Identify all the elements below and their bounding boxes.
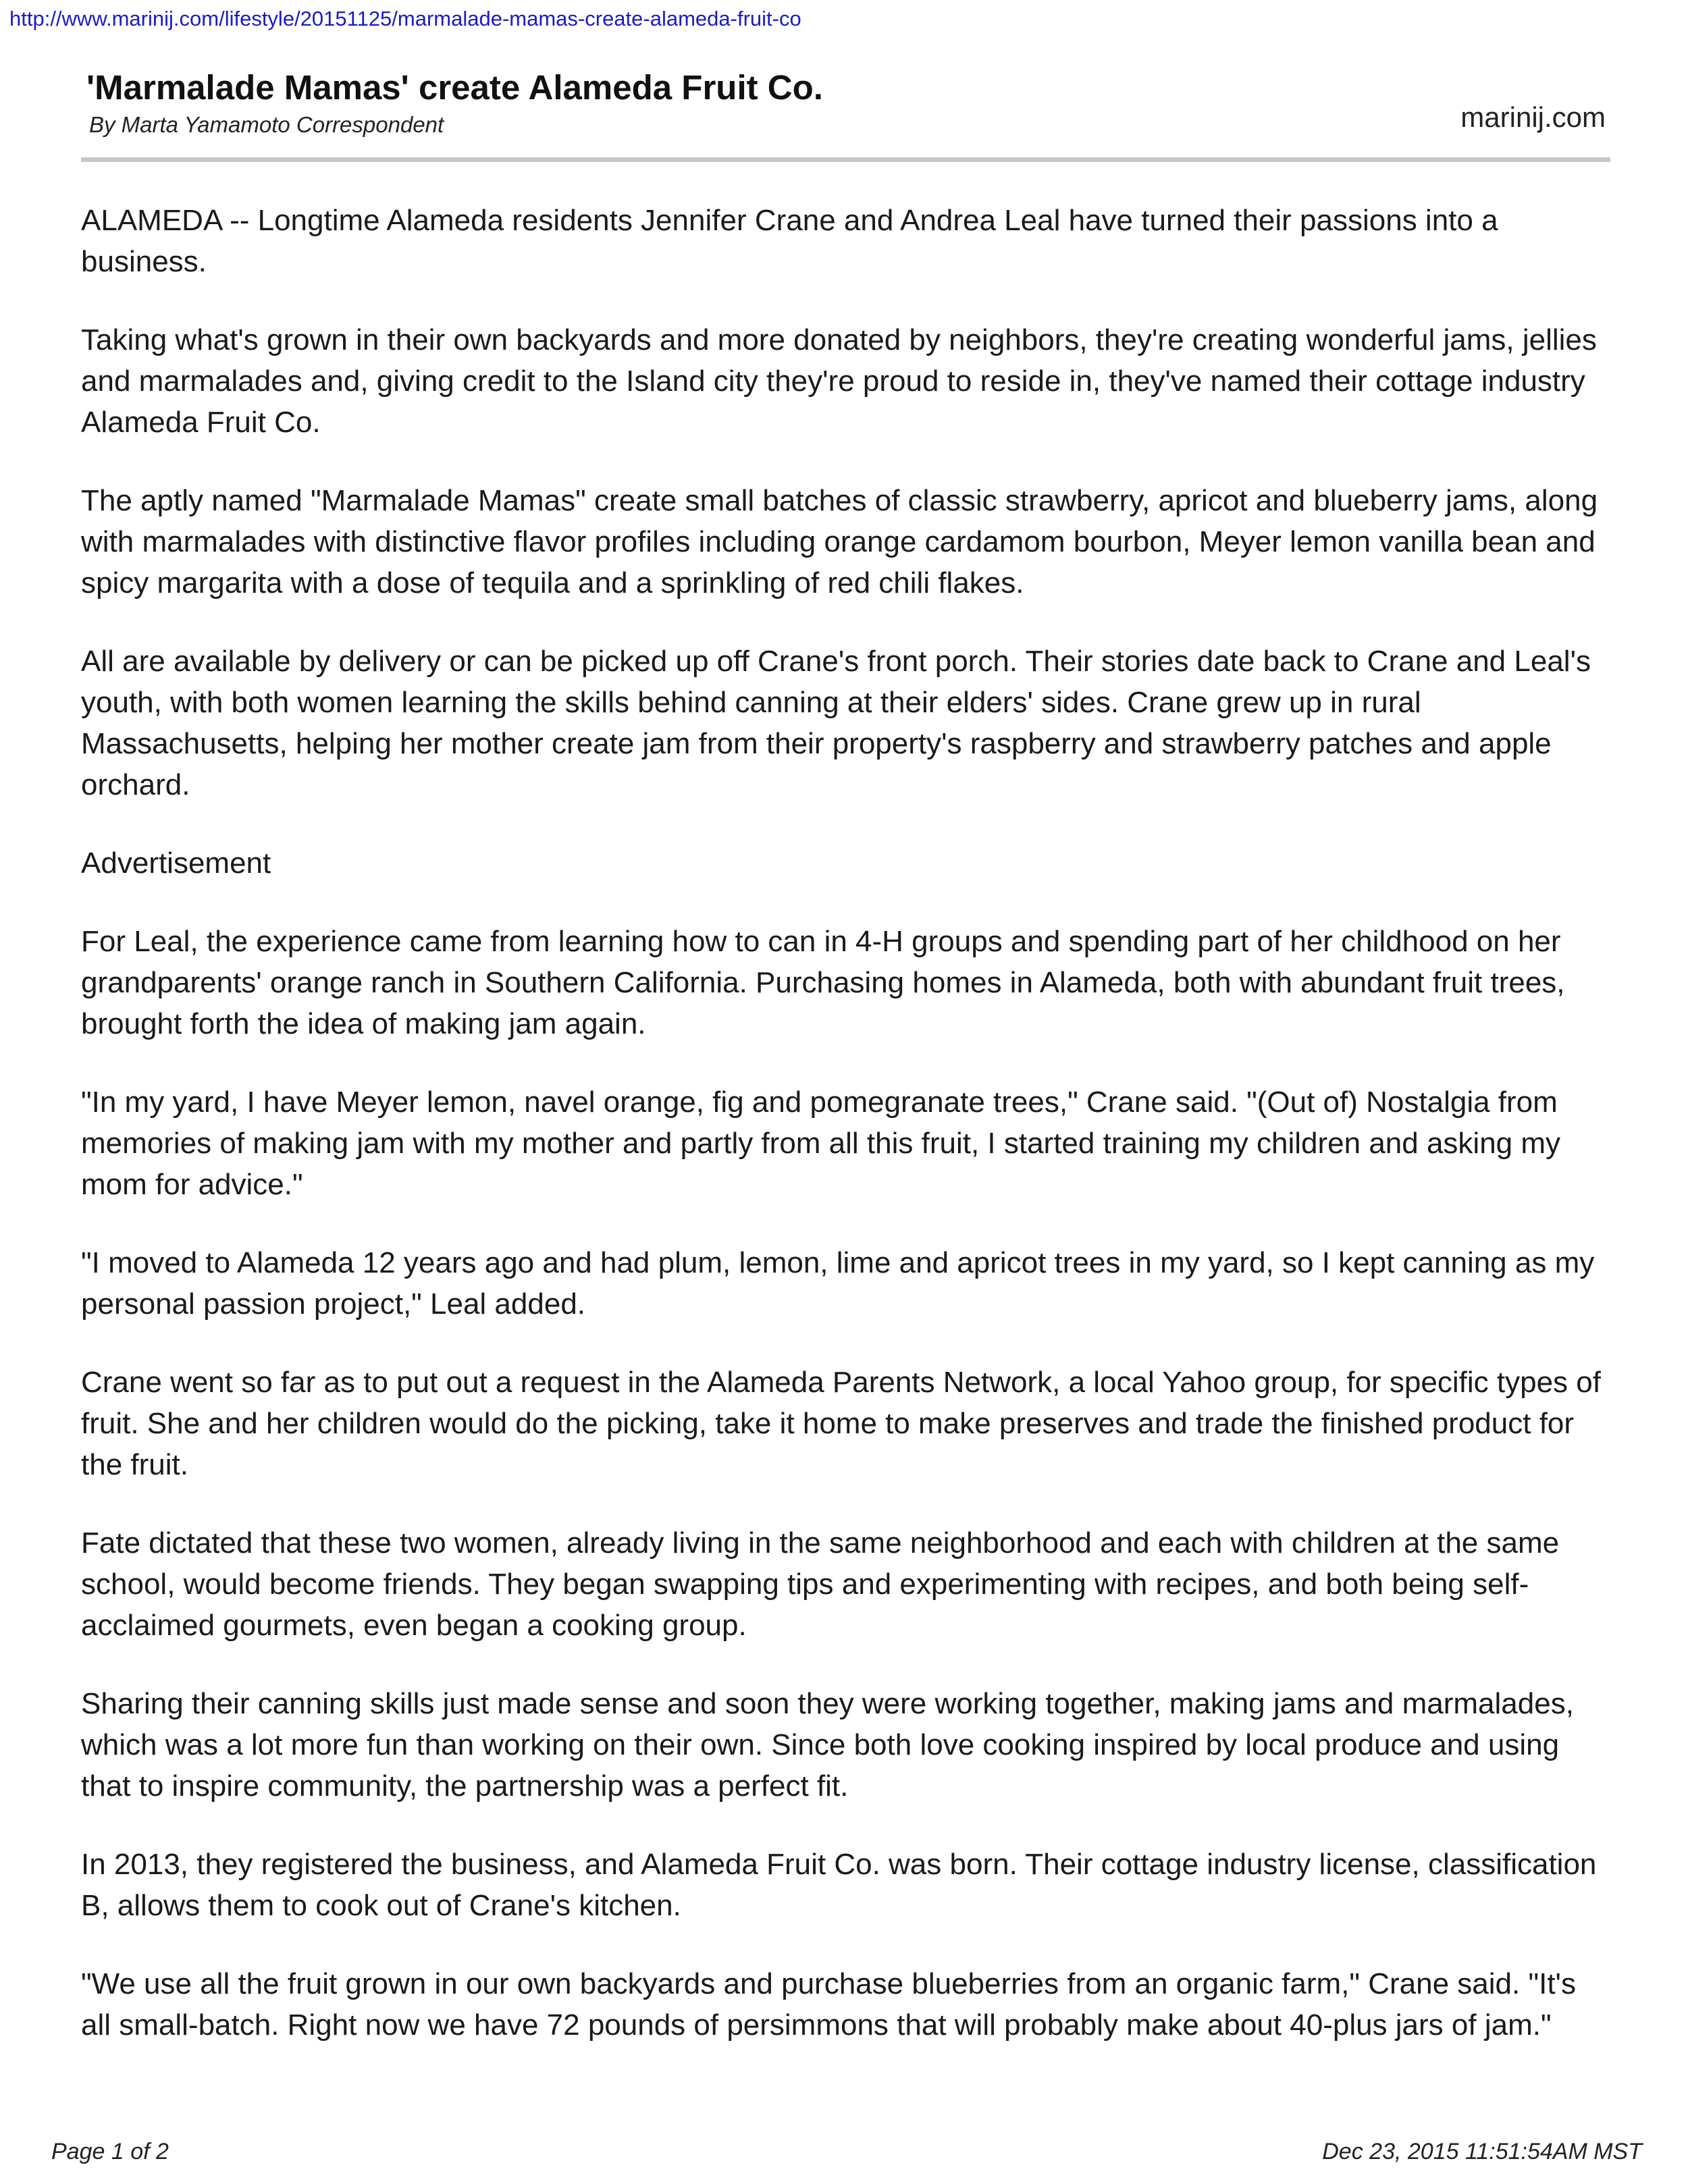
article-byline: By Marta Yamamoto Correspondent — [89, 112, 444, 137]
article-paragraph: For Leal, the experience came from learning how to can in 4-H groups and spending part of her childhood on her grandparents' orange ranch in Southern California. Purchasing homes in Alameda, both with abundant fruit trees, brought forth the idea of making jam again. — [81, 925, 1565, 1040]
article-body — [81, 200, 1607, 2083]
site-name: marinij.com — [1460, 101, 1606, 133]
article-paragraph: Crane went so far as to put out a request in the Alameda Parents Network, a local Yahoo group, for specific types of fruit. She and her children would do the picking, take it home to make preserves and trade the finished product for the fruit. — [81, 1366, 1601, 1481]
article-paragraph: "I moved to Alameda 12 years ago and had plum, lemon, lime and apricot trees in my yard, so I kept canning as my personal passion project," Leal added. — [81, 1246, 1595, 1321]
article-paragraph: "We use all the fruit grown in our own backyards and purchase blueberries from an organic farm," Crane said. "It's all small-batch. Right now we have 72 pounds of persimmons that will probably make about 40-plus jars of jam." — [81, 1967, 1576, 2042]
article-paragraph: Sharing their canning skills just made sense and soon they were working together, making jams and marmalades, which was a lot more fun than working on their own. Since both love cooking inspired by local produce and using that to inspire community, the partnership was a perfect fit. — [81, 1687, 1574, 1803]
article-paragraph: "In my yard, I have Meyer lemon, navel orange, fig and pomegranate trees," Crane said. "(Out of) Nostalgia from memories of making jam with my mother and partly from all this fruit, I started training my children and asking my mom for advice." — [81, 1086, 1561, 1201]
article-paragraph: In 2013, they registered the business, and Alameda Fruit Co. was born. Their cottage industry license, classification B, allows them to cook out of Crane's kitchen. — [81, 1848, 1597, 1922]
article-paragraph: The aptly named "Marmalade Mamas" create small batches of classic strawberry, apricot and blueberry jams, along with marmalades with distinctive flavor profiles including orange cardamom bourbon, Meyer lemon vanilla bean and spicy margarita with a dose of tequila and a sprinkling of red chili flakes. — [81, 484, 1598, 600]
page-number: Page 1 of 2 — [51, 2139, 169, 2164]
article-paragraph: Taking what's grown in their own backyards and more donated by neighbors, they're creating wonderful jams, jellies and marmalades and, giving credit to the Island city they're proud to reside in, they've named their cottage industry Alameda Fruit Co. — [81, 323, 1597, 439]
article-paragraph: ALAMEDA -- Longtime Alameda residents Jennifer Crane and Andrea Leal have turned their passions into a business. — [81, 204, 1498, 278]
source-url-link[interactable]: http://www.marinij.com/lifestyle/20151125/marmalade-mamas-create-alameda-fruit-co — [9, 7, 801, 30]
advertisement-label: Advertisement — [81, 847, 271, 880]
print-timestamp: Dec 23, 2015 11:51:54AM MST — [1322, 2139, 1642, 2164]
article-title: 'Marmalade Mamas' create Alameda Fruit Co. — [86, 68, 823, 107]
article-header — [86, 68, 1606, 149]
header-divider — [81, 157, 1610, 162]
article-paragraph: Fate dictated that these two women, already living in the same neighborhood and each with children at the same school, would become friends. They began swapping tips and experimenting with recipes, and both being self-acclaimed gourmets, even began a cooking group. — [81, 1526, 1560, 1642]
article-paragraph: All are available by delivery or can be picked up off Crane's front porch. Their stories date back to Crane and Leal's youth, with both women learning the skills behind canning at their elders' sides. Crane grew up in rural Massachusetts, helping her mother create jam from their property's raspberry and strawberry patches and apple orchard. — [81, 645, 1591, 801]
